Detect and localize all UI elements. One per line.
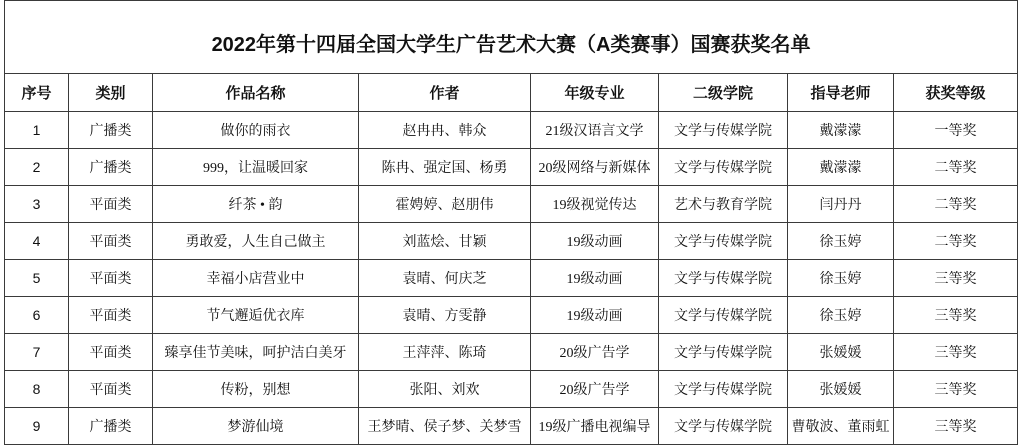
cell-category: 平面类 [69, 223, 153, 260]
cell-category: 平面类 [69, 186, 153, 223]
cell-authors: 赵冉冉、韩众 [359, 112, 531, 149]
cell-grade-major: 20级广告学 [531, 371, 659, 408]
table-row [5, 408, 1018, 445]
cell-authors: 霍娉婷、赵朋伟 [359, 186, 531, 223]
cell-college: 文学与传媒学院 [659, 297, 788, 334]
table-row [5, 223, 1018, 260]
cell-authors: 刘蓝烩、甘颖 [359, 223, 531, 260]
cell-work-title: 节气邂逅优衣库 [153, 297, 359, 334]
cell-serial-number: 7 [5, 334, 69, 371]
cell-serial-number: 4 [5, 223, 69, 260]
cell-award-level: 三等奖 [894, 371, 1018, 408]
cell-category: 平面类 [69, 334, 153, 371]
cell-category: 广播类 [69, 112, 153, 149]
column-header-award-level: 获奖等级 [894, 74, 1018, 112]
cell-authors: 陈冉、强定国、杨勇 [359, 149, 531, 186]
cell-work-title: 幸福小店营业中 [153, 260, 359, 297]
cell-college: 文学与传媒学院 [659, 371, 788, 408]
cell-advisor: 闫丹丹 [788, 186, 894, 223]
cell-work-title: 纤茶 • 韵 [153, 186, 359, 223]
cell-work-title: 梦游仙境 [153, 408, 359, 445]
cell-advisor: 张媛媛 [788, 334, 894, 371]
cell-award-level: 二等奖 [894, 223, 1018, 260]
cell-college: 艺术与教育学院 [659, 186, 788, 223]
awards-sheet [4, 0, 1017, 445]
column-header-advisor: 指导老师 [788, 74, 894, 112]
cell-serial-number: 1 [5, 112, 69, 149]
cell-serial-number: 6 [5, 297, 69, 334]
awards-table [4, 0, 1018, 445]
column-header-authors: 作者 [359, 74, 531, 112]
cell-advisor: 徐玉婷 [788, 260, 894, 297]
table-row [5, 186, 1018, 223]
cell-work-title: 勇敢爱，人生自己做主 [153, 223, 359, 260]
table-header-row [5, 74, 1018, 112]
cell-category: 平面类 [69, 260, 153, 297]
cell-category: 平面类 [69, 297, 153, 334]
cell-advisor: 戴濛濛 [788, 112, 894, 149]
cell-category: 广播类 [69, 408, 153, 445]
cell-advisor: 徐玉婷 [788, 297, 894, 334]
column-header-college: 二级学院 [659, 74, 788, 112]
cell-award-level: 二等奖 [894, 186, 1018, 223]
cell-grade-major: 19级广播电视编导 [531, 408, 659, 445]
cell-serial-number: 8 [5, 371, 69, 408]
cell-award-level: 一等奖 [894, 112, 1018, 149]
cell-authors: 王梦晴、侯子梦、关梦雪 [359, 408, 531, 445]
table-row [5, 371, 1018, 408]
cell-grade-major: 19级视觉传达 [531, 186, 659, 223]
cell-college: 文学与传媒学院 [659, 334, 788, 371]
cell-college: 文学与传媒学院 [659, 260, 788, 297]
cell-grade-major: 19级动画 [531, 223, 659, 260]
cell-college: 文学与传媒学院 [659, 112, 788, 149]
table-row [5, 260, 1018, 297]
title-cell [5, 1, 1018, 74]
cell-authors: 王萍萍、陈琦 [359, 334, 531, 371]
cell-serial-number: 2 [5, 149, 69, 186]
table-row [5, 297, 1018, 334]
cell-category: 平面类 [69, 371, 153, 408]
cell-college: 文学与传媒学院 [659, 223, 788, 260]
cell-work-title: 999，让温暖回家 [153, 149, 359, 186]
cell-award-level: 三等奖 [894, 297, 1018, 334]
page-title: 2022年第十四届全国大学生广告艺术大赛（A类赛事）国赛获奖名单 [211, 33, 811, 56]
title-row [5, 1, 1018, 74]
cell-serial-number: 9 [5, 408, 69, 445]
column-header-grade-major: 年级专业 [531, 74, 659, 112]
cell-college: 文学与传媒学院 [659, 408, 788, 445]
cell-serial-number: 5 [5, 260, 69, 297]
column-header-serial-number: 序号 [5, 74, 69, 112]
cell-grade-major: 19级动画 [531, 260, 659, 297]
cell-grade-major: 20级网络与新媒体 [531, 149, 659, 186]
table-row [5, 334, 1018, 371]
cell-work-title: 传粉，别想 [153, 371, 359, 408]
cell-advisor: 曹敬波、董雨虹 [788, 408, 894, 445]
cell-advisor: 戴濛濛 [788, 149, 894, 186]
cell-work-title: 做你的雨衣 [153, 112, 359, 149]
table-row [5, 149, 1018, 186]
cell-authors: 张阳、刘欢 [359, 371, 531, 408]
cell-category: 广播类 [69, 149, 153, 186]
cell-advisor: 徐玉婷 [788, 223, 894, 260]
table-row [5, 112, 1018, 149]
cell-serial-number: 3 [5, 186, 69, 223]
cell-award-level: 二等奖 [894, 149, 1018, 186]
cell-authors: 袁晴、方雯静 [359, 297, 531, 334]
cell-award-level: 三等奖 [894, 260, 1018, 297]
cell-award-level: 三等奖 [894, 408, 1018, 445]
cell-grade-major: 20级广告学 [531, 334, 659, 371]
cell-advisor: 张媛媛 [788, 371, 894, 408]
cell-authors: 袁晴、何庆芝 [359, 260, 531, 297]
cell-grade-major: 19级动画 [531, 297, 659, 334]
cell-award-level: 三等奖 [894, 334, 1018, 371]
column-header-category: 类别 [69, 74, 153, 112]
cell-work-title: 臻享佳节美味，呵护洁白美牙 [153, 334, 359, 371]
cell-grade-major: 21级汉语言文学 [531, 112, 659, 149]
cell-college: 文学与传媒学院 [659, 149, 788, 186]
column-header-work-title: 作品名称 [153, 74, 359, 112]
